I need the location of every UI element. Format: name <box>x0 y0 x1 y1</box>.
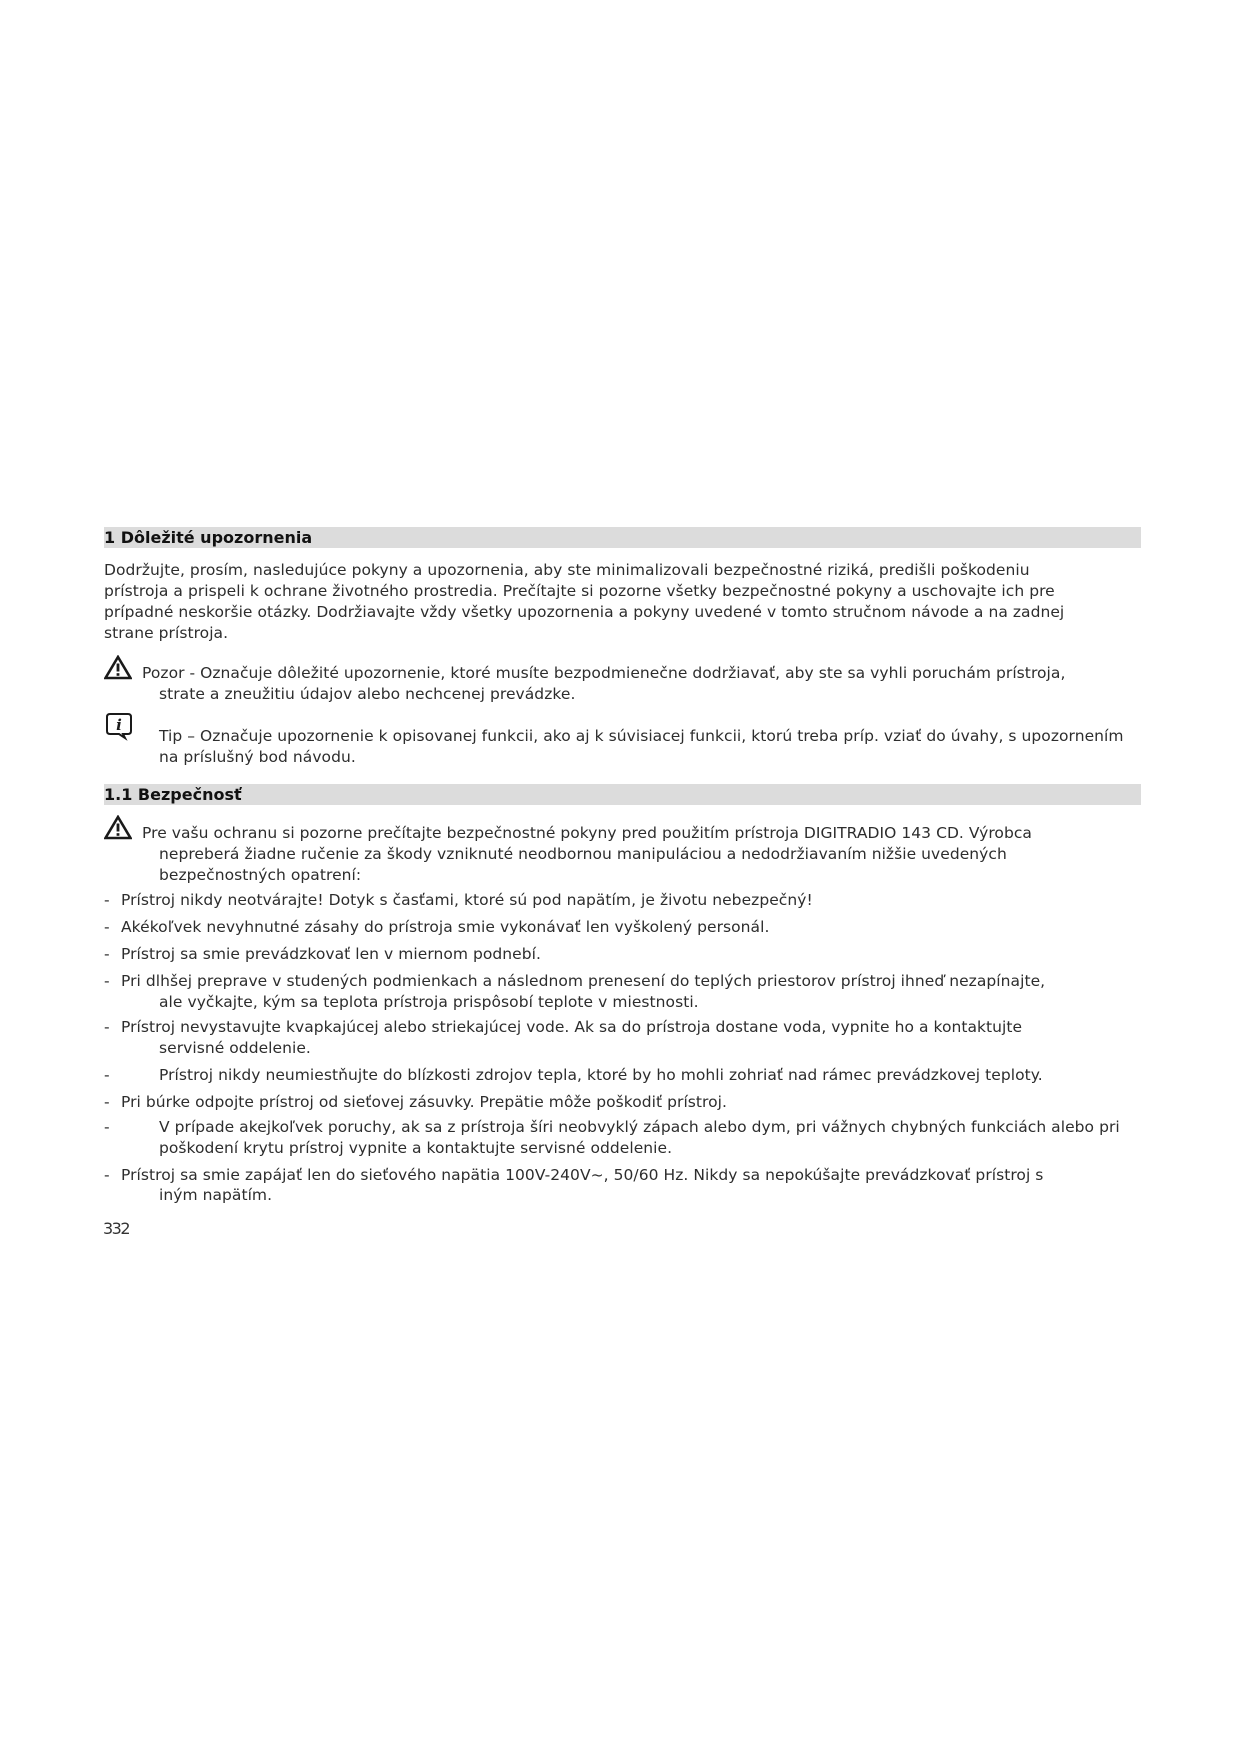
warning-triangle-icon <box>104 655 132 680</box>
safety-warning-line: Pre vašu ochranu si pozorne prečítajte bezpečnostné pokyny pred použitím prístroja DIGITRADIO 143 CD. Výrobca <box>142 824 1032 842</box>
safety-warning-line: bezpečnostných opatrení: <box>159 866 362 884</box>
safety-bullet: Akékoľvek nevyhnutné zásahy do prístroja smie vykonávať len vyškolený personál. <box>121 918 770 936</box>
safety-bullet-continuation: ale vyčkajte, kým sa teplota prístroja prispôsobí teplote v miestnosti. <box>159 993 699 1011</box>
tip-note-line: na príslušný bod návodu. <box>159 748 356 766</box>
info-icon <box>104 711 134 741</box>
section-heading-text: 1.1 Bezpečnosť <box>104 785 242 804</box>
bullet-marker: - <box>104 945 110 963</box>
safety-bullet: Pri búrke odpojte prístroj od sieťovej zásuvky. Prepätie môže poškodiť prístroj. <box>121 1093 728 1111</box>
bullet-marker: - <box>104 918 110 936</box>
page-number: 332 <box>103 1219 130 1238</box>
intro-line: strane prístroja. <box>104 624 229 642</box>
safety-bullet: Prístroj sa smie prevádzkovať len v miernom podnebí. <box>121 945 541 963</box>
safety-bullet-continuation: iným napätím. <box>159 1186 273 1204</box>
safety-bullet: Prístroj sa smie zapájať len do sieťového napätia 100V-240V~, 50/60 Hz. Nikdy sa nepokúšajte prevádzkovať prístroj s <box>121 1166 1044 1184</box>
safety-bullet-continuation: poškodení krytu prístroj vypnite a kontaktujte servisné oddelenie. <box>159 1139 673 1157</box>
intro-line: prístroja a prispeli k ochrane životného prostredia. Prečítajte si pozorne všetky bezpečnostné pokyny a uschovajte ich pre <box>104 582 1055 600</box>
section-heading-important-notes <box>104 527 1141 548</box>
safety-warning-line: nepreberá žiadne ručenie za škody vzniknuté neodbornou manipuláciou a nedodržiavaním nižšie uvedených <box>159 845 1007 863</box>
section-heading-text: 1 Dôležité upozornenia <box>104 528 313 547</box>
bullet-marker: - <box>104 1166 110 1184</box>
safety-bullet: Prístroj nevystavujte kvapkajúcej alebo striekajúcej vode. Ak sa do prístroja dostane voda, vypnite ho a kontaktujte <box>121 1018 1023 1036</box>
svg-text:i: i <box>116 716 122 734</box>
bullet-marker: - <box>104 1093 110 1111</box>
caution-note-line: Pozor - Označuje dôležité upozornenie, ktoré musíte bezpodmienečne dodržiavať, aby ste sa vyhli poruchám prístroja, <box>142 664 1066 682</box>
safety-bullet: Pri dlhšej preprave v studených podmienkach a následnom prenesení do teplých priestorov prístroj ihneď nezapínajte, <box>121 972 1046 990</box>
warning-triangle-icon <box>104 815 132 840</box>
tip-note-line: Tip – Označuje upozornenie k opisovanej funkcii, ako aj k súvisiacej funkcii, ktorú treba príp. vziať do úvahy, s upozornením <box>159 727 1124 745</box>
safety-bullet: Prístroj nikdy neumiestňujte do blízkosti zdrojov tepla, ktoré by ho mohli zohriať nad rámec prevádzkovej teploty. <box>159 1066 1043 1084</box>
bullet-marker: - <box>104 891 110 909</box>
bullet-marker: - <box>104 972 110 990</box>
bullet-marker: - <box>104 1066 110 1084</box>
caution-note-line: strate a zneužitiu údajov alebo nechcenej prevádzke. <box>159 685 576 703</box>
bullet-marker: - <box>104 1118 110 1136</box>
bullet-marker: - <box>104 1018 110 1036</box>
safety-bullet-continuation: servisné oddelenie. <box>159 1039 311 1057</box>
section-heading-safety <box>104 784 1141 805</box>
intro-line: prípadné neskoršie otázky. Dodržiavajte vždy všetky upozornenia a pokyny uvedené v tomto stručnom návode a na zadnej <box>104 603 1065 621</box>
safety-bullet: Prístroj nikdy neotvárajte! Dotyk s časťami, ktoré sú pod napätím, je životu nebezpečný! <box>121 891 813 909</box>
safety-bullet: V prípade akejkoľvek poruchy, ak sa z prístroja šíri neobvyklý zápach alebo dym, pri vážnych chybných funkciách alebo pri <box>159 1118 1120 1136</box>
intro-line: Dodržujte, prosím, nasledujúce pokyny a upozornenia, aby ste minimalizovali bezpečnostné riziká, predišli poškodeniu <box>104 561 1030 579</box>
